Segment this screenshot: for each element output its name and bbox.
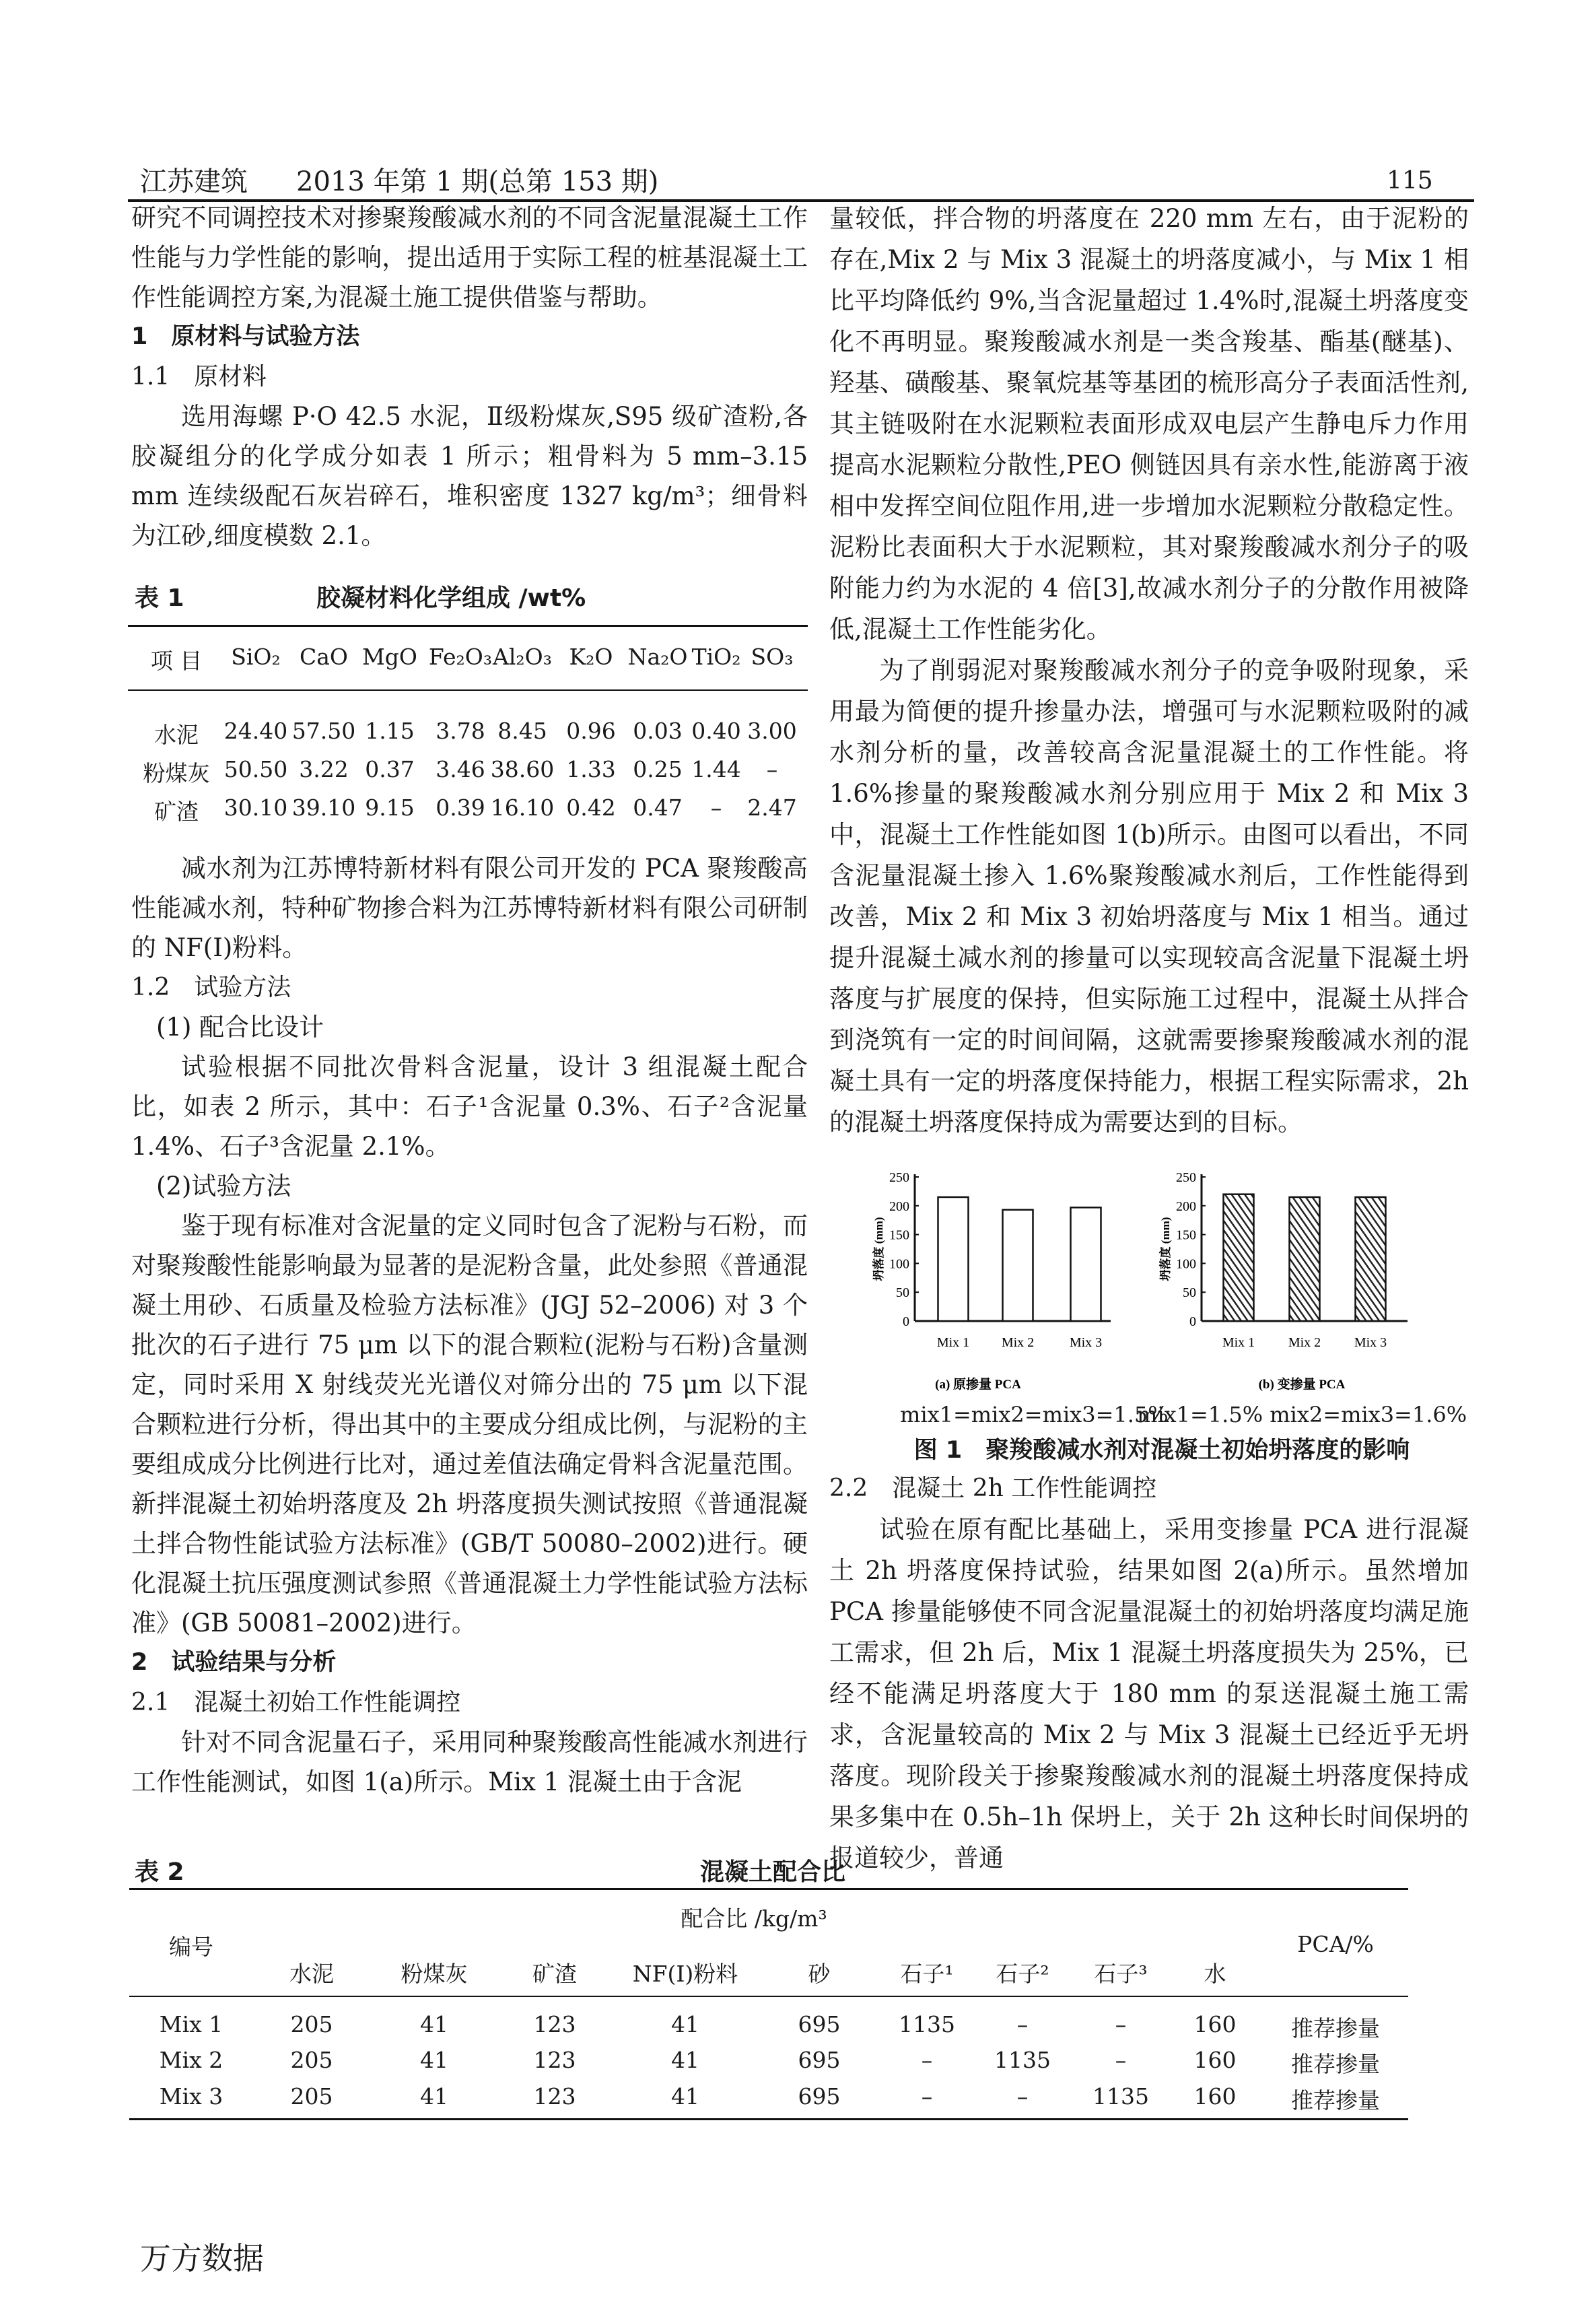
table-rule-mid (129, 1996, 1408, 1997)
column-header: 石子³ (1094, 1961, 1148, 1987)
y-tick-label: 0 (903, 1314, 909, 1329)
table-cell: 3.00 (747, 718, 797, 744)
paragraph: 试验在原有配比基础上，采用变掺量 PCA 进行混凝土 2h 坍落度保持试验，结果如图 2(a)所示。虽然增加 PCA 掺量能够使不同含泥量混凝土的初始坍落度均满足施工需求，但 2h 后，Mix 1 混凝土坍落度损失为 25%，已经不能满足坍落度大于 180 mm 的泵送混凝土施工需求，含泥量较高的 Mix 2 与 Mix 3 混凝土已经近乎无坍落度。现阶段关于掺聚羧酸减水剂的混凝土坍落度保持成果多集中在 0.5h–1h 保坍上，关于 2h 这种长时间保坍的报道较少，普通 (829, 1515, 1469, 1872)
table-cell: – (921, 2083, 933, 2109)
section-heading: 2 试验结果与分析 (131, 1649, 337, 1676)
table-cell: 41 (671, 2011, 699, 2037)
paragraph: 选用海螺 P·O 42.5 水泥，Ⅱ级粉煤灰,S95 级矿渣粉,各胶凝组分的化学成分如表 1 所示；粗骨料为 5 mm–3.15 mm 连续级配石灰岩碎石，堆积密度 1327 kg/m³；细骨料为江砂,细度模数 2.1。 (131, 402, 808, 550)
column-header: K₂O (569, 644, 613, 670)
table-cell: – (1016, 2083, 1029, 2109)
chart-subcaption: (a) 原掺量 PCA (935, 1378, 1021, 1392)
column-header: 矿渣 (532, 1961, 577, 1987)
x-tick-label: Mix 1 (936, 1335, 970, 1350)
table-cell: 41 (420, 2083, 448, 2109)
table-cell: – (1115, 2047, 1127, 2073)
section-heading: 1 原材料与试验方法 (131, 323, 360, 350)
left-column-bottom (131, 848, 808, 1802)
subsection-heading: 2.2 混凝土 2h 工作性能调控 (829, 1475, 1157, 1502)
table-cell: 1135 (899, 2011, 955, 2037)
paragraph: 为了削弱泥对聚羧酸减水剂分子的竞争吸附现象，采用最为简便的提升掺量办法，增强可与水泥颗粒吸附的减水剂分析的量，改善较高含泥量混凝土的工作性能。将 1.6%掺量的聚羧酸减水剂分别应用于 Mix 2 和 Mix 3 中，混凝土工作性能如图 1(b)所示。由图可以看出，不同含泥量混凝土掺入 1.6%聚羧酸减水剂后，工作性能得到改善，Mix 2 和 Mix 3 初始坍落度与 Mix 1 相当。通过提升混凝土减水剂的掺量可以实现较高含泥量下混凝土坍落度与扩展度的保持，但实际施工过程中，混凝土从拌合到浇筑有一定的时间间隔，这就需要掺聚羧酸减水剂的混凝土具有一定的坍落度保持能力，根据工程实际需求，2h 的混凝土坍落度保持成为需要达到的目标。 (829, 656, 1469, 1137)
column-header: Al₂O₃ (493, 644, 552, 670)
column-header: 石子¹ (900, 1961, 954, 1987)
paragraph: 针对不同含泥量石子，采用同种聚羧酸高性能减水剂进行工作性能测试，如图 1(a)所示。Mix 1 混凝土由于含泥 (131, 1728, 808, 1796)
figure-dosage-note-a: mix1=mix2=mix3=1.5% (900, 1402, 1169, 1427)
subsection-heading: 2.1 混凝土初始工作性能调控 (131, 1689, 461, 1716)
row-header: 水泥 (154, 722, 199, 748)
subsection-heading: 1.2 试验方法 (131, 974, 291, 1001)
bar-mix-3 (1356, 1197, 1386, 1321)
column-header: SO₃ (751, 644, 794, 670)
figure-caption: 图 1 聚羧酸减水剂对混凝土初始坍落度的影响 (913, 1437, 1410, 1464)
paragraph: 鉴于现有标准对含泥量的定义同时包含了泥粉与石粉，而对聚羧酸性能影响最为显著的是泥粉含量，此处参照《普通混凝土用砂、石质量及检验方法标准》(JGJ 52–2006) 对 3 个批次的石子进行 75 μm 以下的混合颗粒(泥粉与石粉)含量测定，同时采用 X 射线荧光光谱仪对筛分出的 75 μm 以下混合颗粒进行分析，得出其中的主要成分组成比例，与泥粉的主要组成成分比例进行比对，通过差值法确定骨料含泥量范围。新拌混凝土初始坍落度及 2h 坍落度损失测试按照《普通混凝土拌合物性能试验方法标准》(GB/T 50080–2002)进行。硬化混凝土抗压强度测试参照《普通混凝土力学性能试验方法标准》(GB 50081–2002)进行。 (131, 1211, 808, 1637)
left-column-top (131, 198, 808, 555)
table-cell: – (1115, 2011, 1127, 2037)
paragraph: 减水剂为江苏博特新材料有限公司开发的 PCA 聚羧酸高性能减水剂，特种矿物掺合料为江苏博特新材料有限公司研制的 NF(Ⅰ)粉料。 (131, 854, 808, 962)
table-cell: 0.40 (691, 718, 741, 744)
subsubsection-heading: (2)试验方法 (156, 1172, 291, 1201)
row-header: 矿渣 (154, 799, 199, 825)
table-rule-top (128, 625, 808, 627)
paragraph: 研究不同调控技术对掺聚羧酸减水剂的不同含泥量混凝土工作性能与力学性能的影响，提出适用于实际工程的桩基混凝土工作性能调控方案,为混凝土施工提供借鉴与帮助。 (131, 203, 808, 312)
table-cell: 38.60 (490, 756, 555, 782)
subsubsection-heading: (1) 配合比设计 (156, 1013, 324, 1042)
table-cell: 0.42 (566, 795, 616, 821)
table-cell: 1135 (994, 2047, 1051, 2073)
table-cell: 160 (1193, 2047, 1237, 2073)
x-tick-label: Mix 3 (1069, 1335, 1103, 1350)
column-header: TiO₂ (691, 644, 741, 670)
table-cell: 41 (671, 2083, 699, 2109)
table-cell: 695 (798, 2011, 841, 2037)
column-header: 粉煤灰 (401, 1961, 468, 1987)
y-tick-label: 150 (889, 1227, 909, 1243)
column-header: NF(Ⅰ)粉料 (632, 1961, 738, 1987)
footer-watermark: 万方数据 (140, 2240, 264, 2276)
y-tick-label: 100 (889, 1256, 909, 1272)
column-header: 石子² (996, 1961, 1049, 1987)
table-cell: 123 (533, 2011, 576, 2037)
column-header: 项 目 (150, 648, 203, 674)
table-cell: 160 (1193, 2011, 1237, 2037)
bar-mix-1 (1224, 1194, 1254, 1321)
table-cell: 推荐掺量 (1291, 2051, 1380, 2077)
table-cell: 3.46 (436, 756, 485, 782)
column-header: 砂 (808, 1961, 831, 1987)
column-header: Fe₂O₃ (428, 644, 493, 670)
table-cell: 1.15 (365, 718, 415, 744)
id-header: 编号 (169, 1934, 213, 1960)
figure-dosage-note-b: mix1=1.5% mix2=mix3=1.6% (1137, 1402, 1467, 1427)
table-cell: 24.40 (223, 718, 288, 744)
table-cell: 推荐掺量 (1291, 2015, 1380, 2041)
table-label: 表 2 (135, 1858, 184, 1886)
y-tick-label: 250 (1176, 1170, 1196, 1185)
right-column-top (829, 198, 1469, 1143)
row-header: 粉煤灰 (143, 760, 210, 786)
y-tick-label: 50 (896, 1285, 909, 1301)
table-cell: 9.15 (365, 795, 415, 821)
chart-subcaption: (b) 变掺量 PCA (1258, 1378, 1346, 1392)
paragraph: 量较低，拌合物的坍落度在 220 mm 左右，由于泥粉的存在,Mix 2 与 Mix 3 混凝土的坍落度减小，与 Mix 1 相比平均降低约 9%,当含泥量超过 1.4%时,混凝土坍落度变化不再明显。聚羧酸减水剂是一类含羧基、酯基(醚基)、羟基、磺酸基、聚氧烷基等基团的梳形高分子表面活性剂,其主链吸附在水泥颗粒表面形成双电层产生静电斥力作用提高水泥颗粒分散性,PEO 侧链因具有亲水性,能游离于液相中发挥空间位阻作用,进一步增加水泥颗粒分散稳定性。泥粉比表面积大于水泥颗粒，其对聚羧酸减水剂分子的吸附能力约为水泥的 4 倍[3],故减水剂分子的分散作用被降低,混凝土工作性能劣化。 (829, 204, 1469, 644)
table-rule-top (129, 1888, 1408, 1890)
table-cell: 30.10 (223, 795, 288, 821)
table-cell: 0.47 (633, 795, 683, 821)
table-cell: 123 (533, 2083, 576, 2109)
table-rule-mid (128, 689, 808, 691)
table-cell: 0.96 (566, 718, 616, 744)
x-tick-label: Mix 2 (1001, 1335, 1035, 1350)
table-cell: 160 (1193, 2083, 1237, 2109)
table-cell: 2.47 (747, 795, 797, 821)
x-tick-label: Mix 2 (1288, 1335, 1321, 1350)
pca-header: PCA/% (1297, 1931, 1374, 1957)
table-cell: 695 (798, 2047, 841, 2073)
table-cell: 8.45 (497, 718, 547, 744)
table-cell: 41 (671, 2047, 699, 2073)
table-cell: 3.78 (436, 718, 485, 744)
paragraph: 试验根据不同批次骨料含泥量，设计 3 组混凝土配合比，如表 2 所示，其中：石子¹含泥量 0.3%、石子²含泥量 1.4%、石子³含泥量 2.1%。 (131, 1052, 808, 1161)
table-label: 表 1 (135, 584, 184, 612)
y-tick-label: 200 (1176, 1198, 1196, 1214)
column-header: SiO₂ (231, 644, 281, 670)
table-cell: 1.44 (691, 756, 741, 782)
table-cell: 39.10 (291, 795, 356, 821)
table-cell: 0.25 (633, 756, 683, 782)
table-cell: 0.39 (436, 795, 485, 821)
column-header: 水 (1204, 1961, 1226, 1987)
table-cell: 41 (420, 2047, 448, 2073)
table-cell: – (766, 756, 778, 782)
table-cell: 205 (290, 2083, 333, 2109)
table-cell: 695 (798, 2083, 841, 2109)
table-cell: 0.37 (365, 756, 415, 782)
column-header: MgO (362, 644, 417, 670)
x-tick-label: Mix 1 (1222, 1335, 1255, 1350)
table-title: 混凝土配合比 (700, 1858, 846, 1886)
y-tick-label: 150 (1176, 1227, 1196, 1243)
table-rule-bottom (129, 2118, 1408, 2120)
table-cell: 推荐掺量 (1291, 2087, 1380, 2114)
table-cell: – (1016, 2011, 1029, 2037)
bar-mix-2 (1003, 1210, 1033, 1321)
table-cell: – (921, 2047, 933, 2073)
bar-mix-2 (1290, 1197, 1320, 1321)
table-cell: 123 (533, 2047, 576, 2073)
y-tick-label: 200 (889, 1198, 909, 1214)
column-header: Na₂O (627, 644, 688, 670)
table-cell: 57.50 (291, 718, 356, 744)
table-cell: 50.50 (223, 756, 288, 782)
y-tick-label: 50 (1183, 1285, 1196, 1301)
y-tick-label: 250 (889, 1170, 909, 1185)
row-header: Mix 1 (159, 2011, 223, 2037)
row-header: Mix 3 (159, 2083, 223, 2109)
column-header: CaO (300, 644, 348, 670)
x-tick-label: Mix 3 (1354, 1335, 1387, 1350)
y-tick-label: 0 (1189, 1314, 1196, 1329)
group-header: 配合比 /kg/m³ (681, 1905, 827, 1932)
table-cell: 0.03 (633, 718, 683, 744)
bar-mix-1 (938, 1197, 969, 1321)
issue-info: 2013 年第 1 期(总第 153 期) (296, 166, 659, 197)
table-cell: 3.22 (299, 756, 349, 782)
table-title: 胶凝材料化学组成 /wt% (316, 584, 586, 612)
y-axis-label: 坍落度 (mm) (1159, 1217, 1172, 1281)
right-column-bottom (829, 1468, 1469, 1879)
table-cell: – (710, 795, 722, 821)
y-tick-label: 100 (1176, 1256, 1196, 1272)
table-cell: 1.33 (566, 756, 616, 782)
row-header: Mix 2 (159, 2047, 223, 2073)
journal-name: 江苏建筑 (140, 166, 248, 197)
table-cell: 16.10 (490, 795, 555, 821)
table-cell: 41 (420, 2011, 448, 2037)
table-cell: 1135 (1092, 2083, 1149, 2109)
subsection-heading: 1.1 原材料 (131, 363, 267, 391)
y-axis-label: 坍落度 (mm) (872, 1217, 885, 1281)
table-cell: 205 (290, 2011, 333, 2037)
table-cell: 205 (290, 2047, 333, 2073)
bar-mix-3 (1071, 1207, 1101, 1321)
column-header: 水泥 (289, 1961, 334, 1987)
page-number: 115 (1387, 167, 1433, 195)
